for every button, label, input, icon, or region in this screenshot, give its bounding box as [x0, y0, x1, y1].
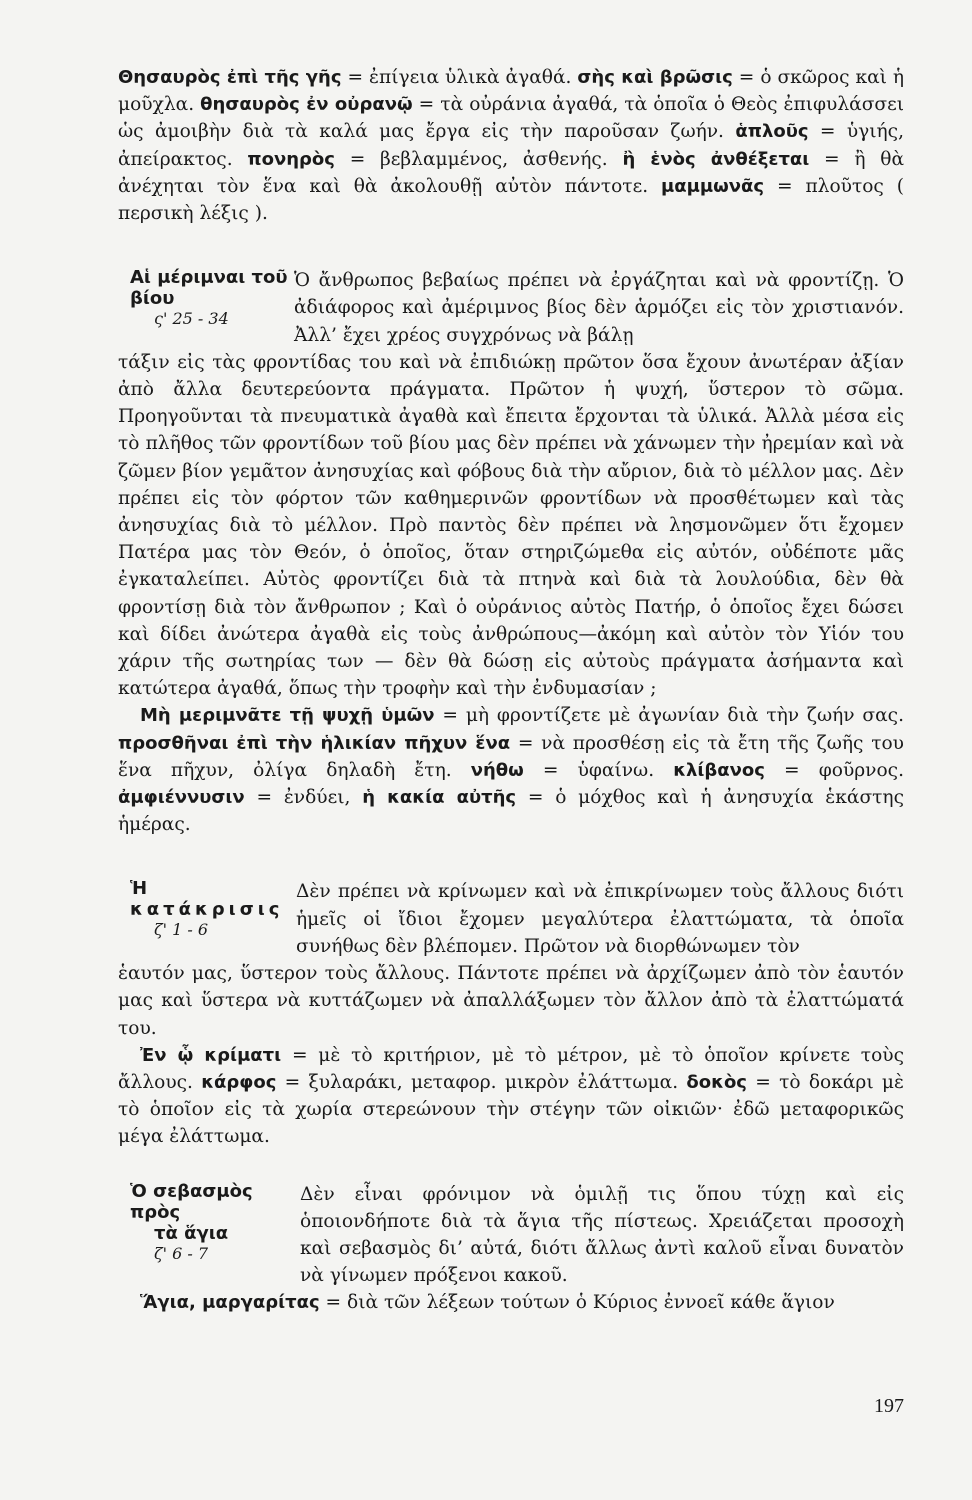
glossary-term: Μὴ μεριμνᾶτε τῇ ψυχῇ ὑμῶν — [140, 705, 435, 727]
glossary-definition: = ἐπίγεια ὑλικὰ ἀγαθά. — [341, 67, 578, 88]
glossary-term: Ἅγια, μαργαρίτας — [140, 1292, 320, 1314]
glossary-term: σὴς καὶ βρῶσις — [577, 67, 733, 88]
glossary-definition: = ἐνδύει, — [244, 787, 363, 809]
glossary-definition: = ὁ μόχθος καὶ ἡ ἀνησυχία ἑκάστης ἡμέρας. — [118, 787, 904, 836]
section-worries-of-life — [118, 267, 904, 349]
section-heading — [118, 267, 294, 349]
glossary-term: ἁπλοῦς — [735, 121, 809, 143]
glossary-definition: = τὸ δοκάρι μὲ τὸ ὁποῖον εἰς τὰ χωρία στερεώνουν τὴν στέγην τῶν οἰκιῶν· ἐδῶ μεταφορικῶς μέγα ἐλάττωμα. — [118, 1071, 904, 1148]
page-number: 197 — [874, 1395, 904, 1417]
glossary-term: Θησαυρὸς ἐπὶ τῆς γῆς — [118, 67, 342, 88]
glossary-definition: = μὲ τὸ κριτήριον, μὲ τὸ μέτρον, μὲ τὸ ὁποῖον κρίνετε τοὺς ἄλλους. — [118, 1044, 905, 1093]
section-title-line2: τὰ ἅγια — [154, 1222, 229, 1244]
glossary-definition: = ἢ θὰ ἀνέχηται τὸν ἕνα καὶ θὰ ἀκολουθῇ αὐτὸν πάντοτε. — [118, 148, 904, 197]
glossary-term: ἢ ἑνὸς ἀνθέξεται — [622, 148, 810, 170]
glossary-definition: = βεβλαμμένος, ἀσθενής. — [334, 148, 623, 170]
glossary-term: ἡ κακία αὐτῆς — [362, 787, 517, 809]
glossary-term: δοκὸς — [686, 1071, 747, 1093]
glossary-paragraph — [118, 1289, 904, 1316]
section-judgement — [118, 878, 904, 960]
glossary-term: ἀμφιέννυσιν — [118, 787, 245, 809]
glossary-term: κλίβανος — [673, 759, 765, 781]
section-title: Αἱ μέριμναι τοῦ βίου — [130, 267, 288, 310]
section-text-continued: ἑαυτόν μας, ὕστερον τοὺς ἄλλους. Πάντοτε πρέπει νὰ ἀρχίζωμεν ἀπὸ τὸν ἑαυτόν μας καὶ ὕστερα νὰ κυττάζωμεν νὰ ἀπαλλάξωμεν τὸν ἄλλον ἀπὸ τὰ ἐλαττώματά του. — [118, 963, 904, 1039]
glossary-definition: = διὰ τῶν λέξεων τούτων ὁ Κύριος ἐννοεῖ κάθε ἅγιον — [319, 1292, 835, 1314]
section-text-continued: τάξιν εἰς τὰς φροντίδας του καὶ νὰ ἐπιδιώκῃ πρῶτον ὅσα ἔχουν ἀνωτέραν ἀξίαν ἀπὸ ἄλλα δευτερεύοντα πράγματα. Πρῶτον ἡ ψυχή, ὕστερον τὸ σῶμα. Προηγοῦνται τὰ πνευματικὰ ἀγαθὰ καὶ ἔπειτα ἔρχονται τὰ ὑλικά. Ἀλλὰ μέσα εἰς τὸ πλῆθος τῶν φροντίδων τοῦ βίου μας δὲν πρέπει νὰ χάνωμεν τὴν ἠρεμίαν καὶ νὰ ζῶμεν βίον γεμᾶτον ἀνησυχίας καὶ φόβους διὰ τὴν αὔριον, διὰ τὸ μέλλον μας. Δὲν πρέπει εἰς τὸν φόρτον τῶν καθημερινῶν φροντίδων νὰ προσθέτωμεν καὶ τὰς ἀνησυχίας διὰ τὸ μέλλον. Πρὸ παντὸς δὲν πρέπει νὰ λησμονῶμεν ὅτι ἔχομεν Πατέρα μας τὸν Θεόν, ὁ ὁποῖος, ὅταν στηριζώμεθα εἰς αὐτόν, οὐδέποτε μᾶς ἐγκαταλείπει. Αὐτὸς φροντίζει διὰ τὰ πτηνὰ καὶ διὰ τὰ λουλούδια, δὲν θὰ φροντίσῃ διὰ τὸν ἄνθρωπον ; Καὶ ὁ οὐράνιος αὐτὸς Πατήρ, ὁ ὁποῖος ἔχει δώσει καὶ δίδει ἀνώτερα ἀγαθὰ εἰς τοὺς ἀνθρώπους—ἀκόμη καὶ αὐτὸν τὸν Υἱόν του χάριν τῆς σωτηρίας των — δὲν θὰ δώσῃ εἰς αὐτοὺς πράγματα ἀσήμαντα καὶ κατώτερα ἀγαθά, ὅπως τὴν τροφὴν καὶ τὴν ἐνδυμασίαν ; — [118, 351, 904, 700]
section-text: Δὲν πρέπει νὰ κρίνωμεν καὶ νὰ ἐπικρίνωμεν τοὺς ἄλλους διότι ἡμεῖς οἱ ἴδιοι ἔχομεν μεγαλύτερα ἐλαττώματα, τὰ ὁποῖα συνήθως δὲν βλέπομεν. Πρῶτον νὰ διορθώνωμεν τὸν — [296, 881, 904, 957]
glossary-term: νήθω — [470, 759, 524, 781]
section-title-line1: Ὁ σεβασμὸς πρὸς — [130, 1180, 253, 1223]
glossary-definition: = ὑφαίνω. — [523, 759, 674, 781]
glossary-term: θησαυρὸς ἐν οὐρανῷ — [200, 94, 413, 116]
glossary-definition: = τὰ οὐράνια ἀγαθά, τὰ ὁποῖα ὁ Θεὸς ἐπιφυλάσσει ὡς ἀμοιβὴν διὰ τὰ καλά μας ἔργα εἰς τὴν παροῦσαν ζωήν. — [118, 94, 905, 143]
glossary-definition: = φοῦρνος. — [764, 759, 905, 781]
glossary-definition: = μὴ φροντίζετε μὲ ἀγωνίαν διὰ τὴν ζωήν σας. — [434, 705, 904, 727]
glossary-paragraph — [118, 1042, 904, 1151]
glossary-term: μαμμωνᾶς — [661, 175, 765, 197]
section-title: Ἡ κατάκρισις — [130, 878, 284, 921]
glossary-definition: = πλοῦτος ( περσικὴ λέξις ). — [118, 175, 904, 225]
glossary-term: προσθῆναι ἐπὶ τὴν ἡλικίαν πῆχυν ἕνα — [118, 732, 511, 754]
glossary-term: κάρφος — [201, 1071, 277, 1093]
section-heading — [118, 878, 296, 960]
verse-reference: ζ' 1 - 6 — [154, 920, 209, 940]
section-heading — [118, 1181, 300, 1290]
glossary-term: πονηρὸς — [247, 148, 335, 170]
glossary-term: Ἐν ᾧ κρίματι — [140, 1044, 282, 1066]
glossary-definition: = ὁ σκῶρος καὶ ἡ μοῦχλα. — [118, 67, 905, 116]
glossary-paragraph — [118, 64, 904, 227]
glossary-definition: = ξυλαράκι, μεταφορ. μικρὸν ἐλάττωμα. — [276, 1071, 687, 1093]
section-reverence — [118, 1181, 904, 1290]
verse-reference: ς' 25 - 34 — [154, 309, 229, 329]
verse-reference: ζ' 6 - 7 — [154, 1243, 209, 1263]
glossary-definition: = νὰ προσθέσῃ εἰς τὰ ἔτη τῆς ζωῆς του ἕνα πῆχυν, ὀλίγα δηλαδὴ ἔτη. — [118, 732, 904, 781]
glossary-paragraph — [118, 702, 904, 838]
section-text: Δὲν εἶναι φρόνιμον νὰ ὁμιλῇ τις ὅπου τύχῃ καὶ εἰς ὁποιονδήποτε διὰ τὰ ἅγια τῆς πίστεως. Χρειάζεται προσοχὴ καὶ σεβασμὸς δι’ αὐτά, διότι ἄλλως ἀντὶ καλοῦ εἶναι δυνατὸν νὰ γίνωμεν πρόξενοι κακοῦ. — [300, 1183, 904, 1287]
section-text: Ὁ ἄνθρωπος βεβαίως πρέπει νὰ ἐργάζηται καὶ νὰ φροντίζῃ. Ὁ ἀδιάφορος καὶ ἀμέριμνος βίος δὲν ἁρμόζει εἰς τὸν χριστιανόν. Ἀλλ’ ἔχει χρέος συγχρόνως νὰ βάλῃ — [294, 270, 904, 346]
glossary-definition: = ὑγιής, ἀπείρακτος. — [118, 121, 905, 170]
